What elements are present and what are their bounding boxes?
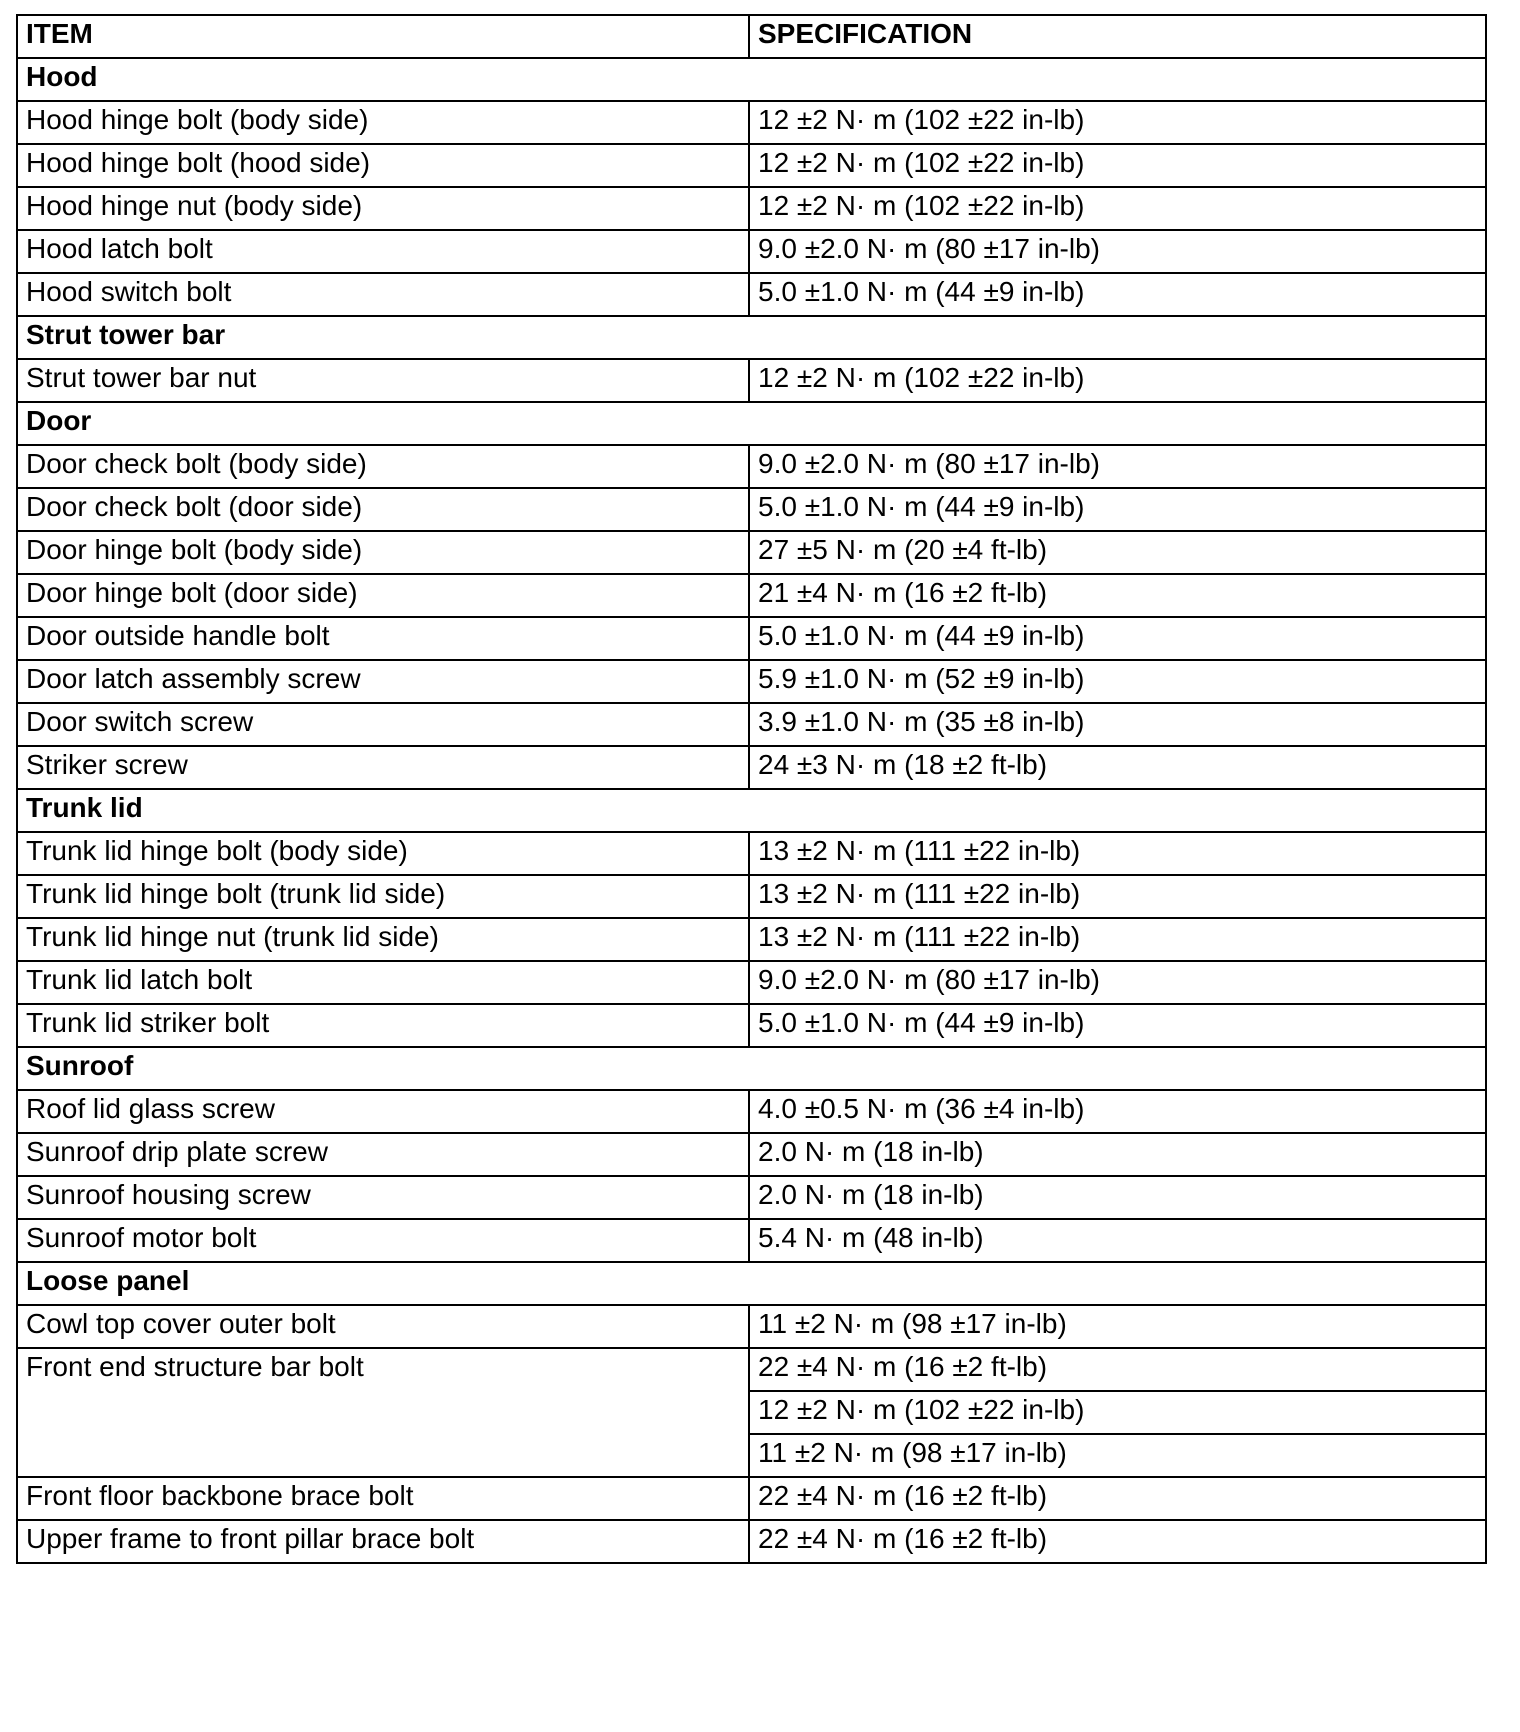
specification-cell: 27 ±5 N· m (20 ±4 ft-lb)	[749, 531, 1486, 574]
specification-cell: 9.0 ±2.0 N· m (80 ±17 in-lb)	[749, 961, 1486, 1004]
item-cell: Trunk lid latch bolt	[17, 961, 749, 1004]
item-cell: Door check bolt (door side)	[17, 488, 749, 531]
specification-cell: 12 ±2 N· m (102 ±22 in-lb)	[749, 144, 1486, 187]
specification-cell: 22 ±4 N· m (16 ±2 ft-lb)	[749, 1477, 1486, 1520]
specification-cell: 11 ±2 N· m (98 ±17 in-lb)	[749, 1434, 1486, 1477]
table-row	[17, 961, 1486, 1004]
item-cell: Door outside handle bolt	[17, 617, 749, 660]
section-row	[17, 1047, 1486, 1090]
table-row	[17, 488, 1486, 531]
specification-cell: 2.0 N· m (18 in-lb)	[749, 1133, 1486, 1176]
table-row	[17, 875, 1486, 918]
specification-cell: 13 ±2 N· m (111 ±22 in-lb)	[749, 832, 1486, 875]
item-cell: Front floor backbone brace bolt	[17, 1477, 749, 1520]
table-row	[17, 1348, 1486, 1391]
specification-cell: 9.0 ±2.0 N· m (80 ±17 in-lb)	[749, 230, 1486, 273]
table-row	[17, 359, 1486, 402]
table-body	[17, 58, 1486, 1563]
specification-cell: 5.0 ±1.0 N· m (44 ±9 in-lb)	[749, 617, 1486, 660]
item-cell: Trunk lid hinge bolt (body side)	[17, 832, 749, 875]
item-cell: Trunk lid striker bolt	[17, 1004, 749, 1047]
item-cell: Hood hinge nut (body side)	[17, 187, 749, 230]
table-row	[17, 832, 1486, 875]
table-row	[17, 617, 1486, 660]
specification-cell: 5.4 N· m (48 in-lb)	[749, 1219, 1486, 1262]
table-row	[17, 1090, 1486, 1133]
item-cell: Door check bolt (body side)	[17, 445, 749, 488]
section-title: Trunk lid	[17, 789, 1486, 832]
header-specification: SPECIFICATION	[749, 15, 1486, 58]
table-row	[17, 1520, 1486, 1563]
specification-cell: 12 ±2 N· m (102 ±22 in-lb)	[749, 359, 1486, 402]
section-title: Strut tower bar	[17, 316, 1486, 359]
item-cell: Door hinge bolt (door side)	[17, 574, 749, 617]
section-row	[17, 789, 1486, 832]
item-cell: Sunroof housing screw	[17, 1176, 749, 1219]
specification-cell: 24 ±3 N· m (18 ±2 ft-lb)	[749, 746, 1486, 789]
section-row	[17, 316, 1486, 359]
section-row	[17, 1262, 1486, 1305]
specification-cell: 13 ±2 N· m (111 ±22 in-lb)	[749, 918, 1486, 961]
item-cell: Door switch screw	[17, 703, 749, 746]
item-cell: Door latch assembly screw	[17, 660, 749, 703]
table-row	[17, 1133, 1486, 1176]
table-row	[17, 230, 1486, 273]
table-row	[17, 531, 1486, 574]
table-row	[17, 746, 1486, 789]
item-cell: Door hinge bolt (body side)	[17, 531, 749, 574]
specification-cell: 9.0 ±2.0 N· m (80 ±17 in-lb)	[749, 445, 1486, 488]
item-cell: Trunk lid hinge nut (trunk lid side)	[17, 918, 749, 961]
table-row	[17, 1219, 1486, 1262]
specification-cell: 5.0 ±1.0 N· m (44 ±9 in-lb)	[749, 488, 1486, 531]
item-cell: Trunk lid hinge bolt (trunk lid side)	[17, 875, 749, 918]
item-cell: Striker screw	[17, 746, 749, 789]
table-row	[17, 1477, 1486, 1520]
specification-cell: 21 ±4 N· m (16 ±2 ft-lb)	[749, 574, 1486, 617]
item-cell: Cowl top cover outer bolt	[17, 1305, 749, 1348]
specification-cell: 22 ±4 N· m (16 ±2 ft-lb)	[749, 1520, 1486, 1563]
table-row	[17, 273, 1486, 316]
table-row	[17, 574, 1486, 617]
table-row	[17, 1305, 1486, 1348]
item-cell: Hood hinge bolt (hood side)	[17, 144, 749, 187]
specification-cell: 5.9 ±1.0 N· m (52 ±9 in-lb)	[749, 660, 1486, 703]
section-title: Sunroof	[17, 1047, 1486, 1090]
section-row	[17, 402, 1486, 445]
specification-cell: 22 ±4 N· m (16 ±2 ft-lb)	[749, 1348, 1486, 1391]
table-row	[17, 101, 1486, 144]
specification-cell: 3.9 ±1.0 N· m (35 ±8 in-lb)	[749, 703, 1486, 746]
item-cell: Hood switch bolt	[17, 273, 749, 316]
section-title: Hood	[17, 58, 1486, 101]
torque-spec-table	[16, 14, 1487, 1564]
specification-cell: 12 ±2 N· m (102 ±22 in-lb)	[749, 101, 1486, 144]
specification-cell: 5.0 ±1.0 N· m (44 ±9 in-lb)	[749, 273, 1486, 316]
specification-cell: 13 ±2 N· m (111 ±22 in-lb)	[749, 875, 1486, 918]
item-cell: Roof lid glass screw	[17, 1090, 749, 1133]
item-cell: Hood latch bolt	[17, 230, 749, 273]
specification-cell: 12 ±2 N· m (102 ±22 in-lb)	[749, 1391, 1486, 1434]
item-cell: Sunroof motor bolt	[17, 1219, 749, 1262]
header-item: ITEM	[17, 15, 749, 58]
specification-cell: 5.0 ±1.0 N· m (44 ±9 in-lb)	[749, 1004, 1486, 1047]
specification-cell: 11 ±2 N· m (98 ±17 in-lb)	[749, 1305, 1486, 1348]
specification-cell: 4.0 ±0.5 N· m (36 ±4 in-lb)	[749, 1090, 1486, 1133]
specification-cell: 2.0 N· m (18 in-lb)	[749, 1176, 1486, 1219]
item-cell: Upper frame to front pillar brace bolt	[17, 1520, 749, 1563]
table-row	[17, 660, 1486, 703]
section-row	[17, 58, 1486, 101]
table-row	[17, 918, 1486, 961]
section-title: Door	[17, 402, 1486, 445]
header-row	[17, 15, 1486, 58]
table-row	[17, 1176, 1486, 1219]
specification-cell: 12 ±2 N· m (102 ±22 in-lb)	[749, 187, 1486, 230]
table-row	[17, 187, 1486, 230]
item-cell: Sunroof drip plate screw	[17, 1133, 749, 1176]
table-row	[17, 445, 1486, 488]
item-cell: Front end structure bar bolt	[17, 1348, 749, 1477]
item-cell: Strut tower bar nut	[17, 359, 749, 402]
table-row	[17, 703, 1486, 746]
item-cell: Hood hinge bolt (body side)	[17, 101, 749, 144]
section-title: Loose panel	[17, 1262, 1486, 1305]
table-row	[17, 1004, 1486, 1047]
table-row	[17, 144, 1486, 187]
